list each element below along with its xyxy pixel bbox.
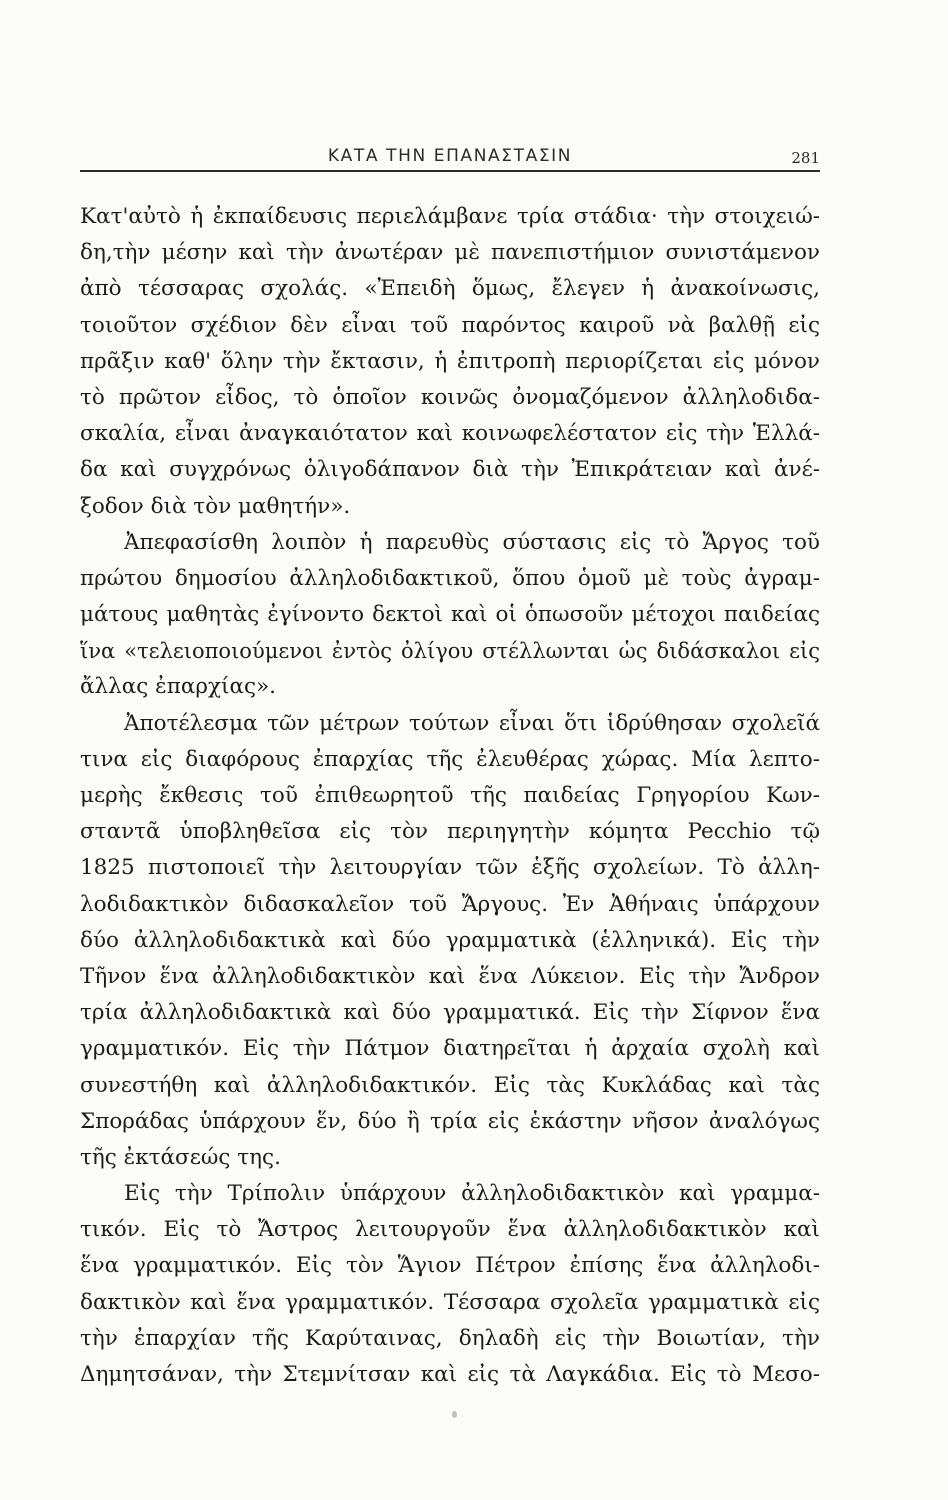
text-line: γραμματικόν. Εἰς τὴν Πάτμον διατηρεῖται ἡ ἀρχαία σχολὴ καὶ [80, 1036, 820, 1062]
text-line: Τῆνον ἕνα ἀλληλοδιδακτικὸν καὶ ἕνα Λύκειον. Εἰς τὴν Ἄνδρον [80, 963, 820, 989]
text-line: συνεστήθη καὶ ἀλληλοδιδακτικόν. Εἰς τὰς Κυκλάδας καὶ τὰς [80, 1072, 820, 1098]
text-line: μάτους μαθητὰς ἐγίνοντο δεκτοὶ καὶ οἱ ὁπωσοῦν μέτοχοι παιδείας [80, 602, 820, 628]
text-line: Σποράδας ὑπάρχουν ἕν, δύο ἢ τρία εἰς ἑκάστην νῆσον ἀναλόγως [80, 1108, 820, 1134]
text-line: δα καὶ συγχρόνως ὀλιγοδάπανον διὰ τὴν Ἐπικράτειαν καὶ ἀνέ- [80, 457, 820, 483]
ink-smudge [452, 1411, 457, 1418]
text-line: Ἀποτέλεσμα τῶν μέτρων τούτων εἶναι ὅτι ἱδρύθησαν σχολεῖά [124, 710, 820, 736]
text-line: ξοδον διὰ τὸν μαθητήν». [80, 493, 351, 519]
text-line: τὴν ἐπαρχίαν τῆς Καρύταινας, δηλαδὴ εἰς τὴν Βοιωτίαν, τὴν [80, 1325, 820, 1351]
text-line: ἕνα γραμματικόν. Εἰς τὸν Ἅγιον Πέτρον ἐπίσης ἕνα ἀλληλοδι- [80, 1253, 820, 1279]
text-line: τοιοῦτον σχέδιον δὲν εἶναι τοῦ παρόντος καιροῦ νὰ βαλθῇ εἰς [80, 312, 820, 338]
text-line: σταντᾶ ὑποβληθεῖσα εἰς τὸν περιηγητὴν κόμητα Pecchio τῷ [80, 819, 820, 845]
text-line: Ἀπεφασίσθη λοιπὸν ἡ παρευθὺς σύστασις εἰς τὸ Ἄργος τοῦ [124, 529, 820, 555]
text-line: τρία ἀλληλοδιδακτικὰ καὶ δύο γραμματικά. Εἰς τὴν Σίφνον ἕνα [80, 1000, 820, 1026]
text-line: πρώτου δημοσίου ἀλληλοδιδακτικοῦ, ὅπου ὁμοῦ μὲ τοὺς ἀγραμ- [80, 565, 820, 591]
header-rule [80, 170, 820, 172]
text-line: τῆς ἐκτάσεώς της. [80, 1144, 281, 1170]
page-number: 281 [791, 149, 820, 167]
text-line: δακτικὸν καὶ ἕνα γραμματικόν. Τέσσαρα σχολεῖα γραμματικὰ εἰς [80, 1289, 820, 1315]
text-line: ἀπὸ τέσσαρας σχολάς. «Ἐπειδὴ ὅμως, ἔλεγεν ἡ ἀνακοίνωσις, [80, 276, 820, 302]
text-line: σκαλία, εἶναι ἀναγκαιότατον καὶ κοινωφελέστατον εἰς τὴν Ἑλλά- [80, 421, 820, 447]
text-line: ἵνα «τελειοποιούμενοι ἐντὸς ὀλίγου στέλλωνται ὡς διδάσκαλοι εἰς [80, 639, 820, 664]
text-line: ἄλλας ἐπαρχίας». [80, 674, 276, 700]
text-line: Κατ'αὐτὸ ἡ ἐκπαίδευσις περιελάμβανε τρία στάδια· τὴν στοιχειώ- [80, 204, 820, 229]
text-line: Δημητσάναν, τὴν Στεμνίτσαν καὶ εἰς τὰ Λαγκάδια. Εἰς τὸ Μεσο- [80, 1362, 820, 1387]
text-line: μερὴς ἔκθεσις τοῦ ἐπιθεωρητοῦ τῆς παιδείας Γρηγορίου Κων- [80, 783, 820, 808]
text-line: τὸ πρῶτον εἶδος, τὸ ὁποῖον κοινῶς ὀνομαζόμενον ἀλληλοδιδα- [80, 384, 820, 410]
text-line: δύο ἀλληλοδιδακτικὰ καὶ δύο γραμματικὰ (ἑλληνικά). Εἰς τὴν [80, 927, 820, 953]
text-line: τικόν. Εἰς τὸ Ἄστρος λειτουργοῦν ἕνα ἀλληλοδιδακτικὸν καὶ [80, 1217, 820, 1243]
text-line: λοδιδακτικὸν διδασκαλεῖον τοῦ Ἄργους. Ἐν Ἀθήναις ὑπάρχουν [80, 891, 820, 917]
text-line: πρᾶξιν καθ' ὅλην τὴν ἔκτασιν, ἡ ἐπιτροπὴ περιορίζεται εἰς μόνον [80, 348, 820, 374]
text-line: Εἰς τὴν Τρίπολιν ὑπάρχουν ἀλληλοδιδακτικὸν καὶ γραμμα- [124, 1181, 820, 1207]
body-text [80, 199, 820, 1393]
running-title: ΚΑΤΑ ΤΗΝ ΕΠΑΝΑΣΤΑΣΙΝ [327, 146, 573, 166]
text-line: δη,τὴν μέσην καὶ τὴν ἀνωτέραν μὲ πανεπιστήμιον συνιστάμενον [80, 240, 820, 266]
text-line: τινα εἰς διαφόρους ἐπαρχίας τῆς ἐλευθέρας χώρας. Μία λεπτο- [80, 746, 820, 772]
text-line: 1825 πιστοποιεῖ τὴν λειτουργίαν τῶν ἑξῆς σχολείων. Τὸ ἀλλη- [80, 855, 820, 881]
